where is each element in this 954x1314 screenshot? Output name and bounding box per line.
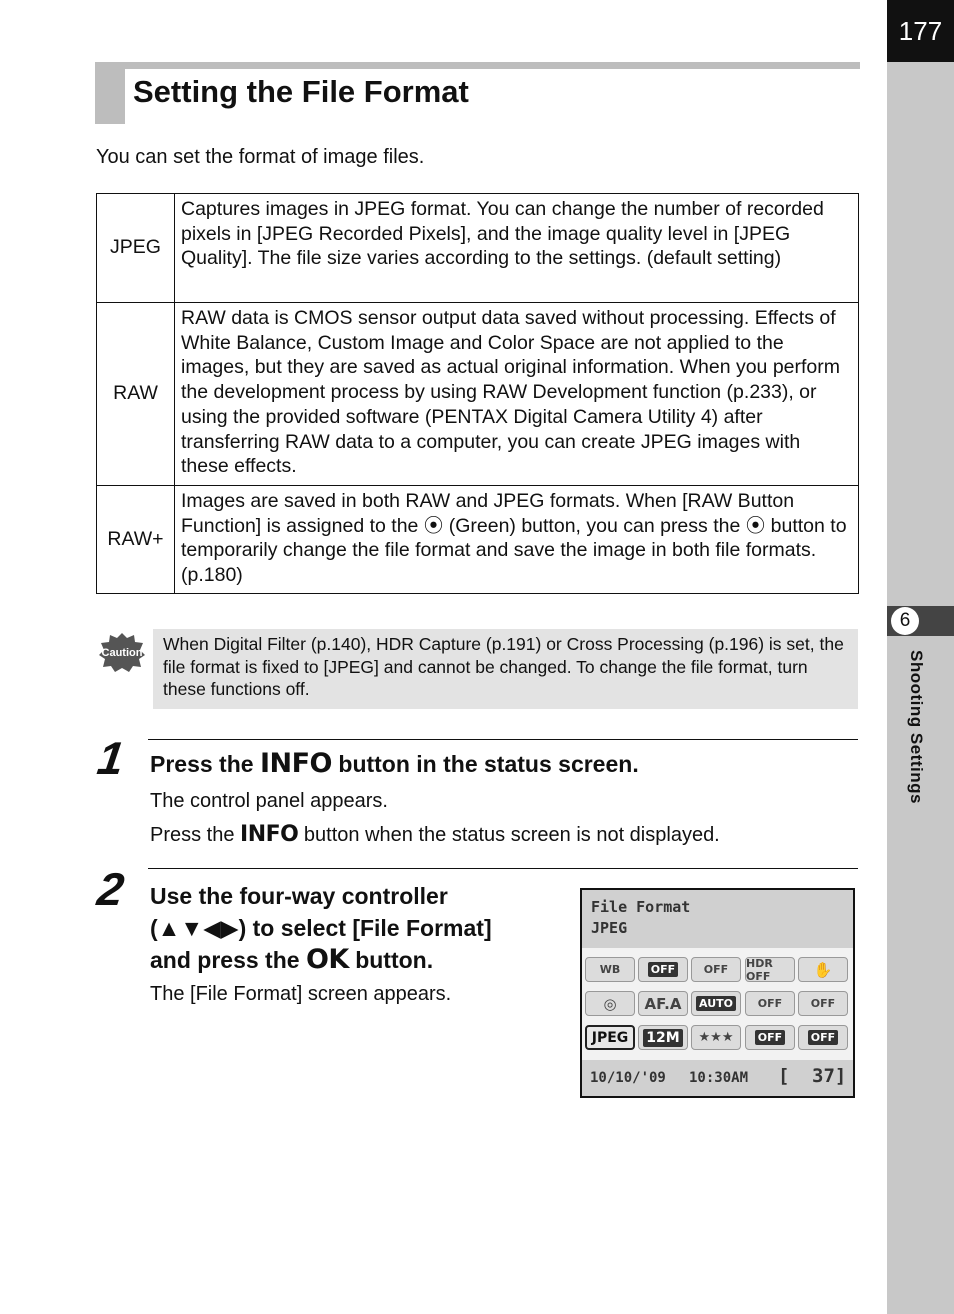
step-title-text: and press the: [150, 947, 306, 973]
format-name: JPEG: [97, 194, 175, 303]
step-body: The control panel appears.: [150, 790, 388, 812]
format-name: RAW: [97, 303, 175, 486]
table-row: [97, 486, 859, 594]
step-title-text: Press the: [150, 751, 260, 777]
file-format-cell[interactable]: JPEG: [585, 1025, 635, 1050]
format-description: RAW data is CMOS sensor output data saved without processing. Effects of White Balance, Custom Image and Color Space are not applied to the images, but they are saved as actual original information. When you perform the development process by using RAW Development function (p.233), or using the provided software (PENTAX Digital Camera Utility 4) after transferring RAW data to a computer, you can create JPEG images with these effects.: [175, 303, 859, 486]
step-number: 2: [94, 863, 128, 915]
file-format-table: [96, 193, 859, 594]
info-button-icon: INFO: [259, 748, 332, 779]
step-title-line: (▲▼◀▶) to select [File Format]: [150, 915, 492, 941]
heading-block: [95, 62, 125, 124]
step-divider: [148, 739, 858, 740]
caution-label: Caution: [101, 647, 143, 659]
chapter-number: 6: [891, 607, 919, 635]
control-panel-screen: [580, 888, 855, 1098]
caution-box: [153, 629, 858, 709]
format-description: Images are saved in both RAW and JPEG formats. When [RAW Button Function] is assigned to the ⦿ (Green) button, you can press the ⦿ button to temporarily change the file format and save the image in both file formats. (p.180): [175, 486, 859, 594]
cell-label: AUTO: [696, 996, 736, 1011]
step-body-text: Press the: [150, 824, 241, 846]
section-heading: [95, 62, 860, 124]
panel-cell[interactable]: [745, 1025, 795, 1050]
panel-title: File Format: [591, 898, 691, 916]
cell-label: OFF: [808, 1030, 838, 1045]
shots-remaining: 37]: [812, 1065, 847, 1087]
cell-label: OFF: [648, 962, 678, 977]
cell-label: 12M: [643, 1029, 682, 1047]
step-title-text: button in the status screen.: [332, 751, 639, 777]
panel-grid: [582, 948, 853, 1060]
step-body: The [File Format] screen appears.: [150, 983, 452, 1005]
cell-label: OFF: [755, 1030, 785, 1045]
caution-text: When Digital Filter (p.140), HDR Capture (p.191) or Cross Processing (p.196) is set, the file format is fixed to [JPEG] and cannot be changed. To change the file format, turn these functions off.: [163, 634, 844, 699]
shake-reduction-cell[interactable]: ✋: [798, 957, 848, 982]
shots-bracket: [: [778, 1065, 790, 1087]
panel-cell[interactable]: [691, 991, 741, 1016]
recorded-pixels-cell[interactable]: [638, 1025, 688, 1050]
metering-cell[interactable]: ◎: [585, 991, 635, 1016]
hdr-cell[interactable]: HDR OFF: [745, 957, 795, 982]
step-title: [150, 880, 492, 976]
panel-value: JPEG: [591, 919, 628, 937]
chapter-title: Shooting Settings: [907, 650, 926, 804]
step-body: [150, 822, 720, 847]
page-number: 177: [887, 0, 954, 62]
af-mode-cell[interactable]: AF.A: [638, 991, 688, 1016]
page-title: Setting the File Format: [133, 74, 469, 109]
step-title-line: [150, 944, 492, 976]
quality-cell[interactable]: ★★★: [691, 1025, 741, 1050]
step-title: [150, 748, 639, 779]
panel-cell[interactable]: OFF: [798, 991, 848, 1016]
intro-text: You can set the format of image files.: [96, 146, 425, 168]
panel-cell[interactable]: [638, 957, 688, 982]
step-body-text: button when the status screen is not displayed.: [298, 824, 720, 846]
ok-button-icon: OK: [305, 944, 349, 975]
step-title-text: button.: [348, 947, 434, 973]
panel-cell[interactable]: [798, 1025, 848, 1050]
step-number: 1: [94, 732, 128, 784]
panel-cell[interactable]: OFF: [691, 957, 741, 982]
format-description: Captures images in JPEG format. You can change the number of recorded pixels in [JPEG Recorded Pixels], and the image quality level in [JPEG Quality]. The file size varies according to the settings. (default setting): [175, 194, 859, 303]
panel-header: [582, 890, 853, 948]
panel-time: 10:30AM: [689, 1070, 749, 1086]
panel-date: 10/10/'09: [590, 1070, 666, 1086]
info-button-icon: INFO: [240, 822, 299, 847]
heading-stripe: [95, 62, 860, 69]
panel-cell[interactable]: OFF: [745, 991, 795, 1016]
format-name: RAW+: [97, 486, 175, 594]
white-balance-cell[interactable]: WB: [585, 957, 635, 982]
table-row: [97, 194, 859, 303]
caution-icon: [98, 632, 146, 672]
step-divider: [148, 868, 858, 869]
step-title-line: Use the four-way controller: [150, 883, 448, 909]
panel-footer: [582, 1060, 853, 1096]
table-row: [97, 303, 859, 486]
